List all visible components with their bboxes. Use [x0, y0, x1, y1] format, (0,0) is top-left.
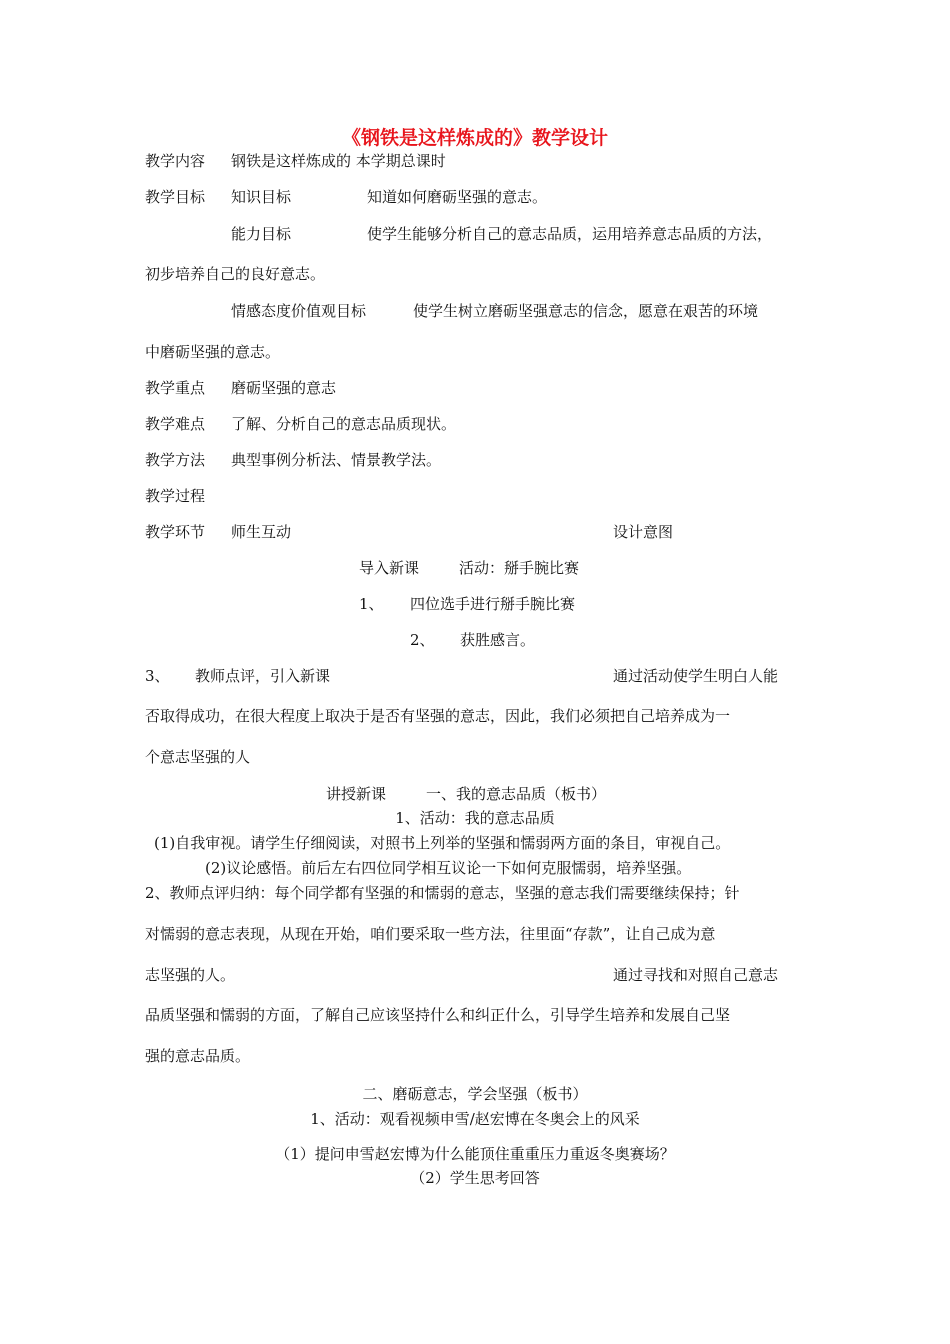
process-label: 教学过程	[145, 487, 206, 505]
knowledge-label: 知识目标	[231, 188, 292, 206]
interaction-label: 师生互动	[231, 523, 292, 541]
lecture-item2: (2)议论感悟。前后左右四位同学相互议论一下如何克服懦弱，培养坚强。	[205, 859, 692, 877]
key-value: 磨砺坚强的意志	[231, 379, 337, 397]
intro-activity: 活动：掰手腕比赛	[459, 559, 580, 577]
intro-heading: 导入新课	[359, 559, 420, 577]
part2-heading: 二、磨砺意志，学会坚强（板书）	[362, 1085, 588, 1103]
part2-question1: （1）提问申雪赵宏博为什么能顶住重重压力重返冬奥赛场？	[275, 1145, 675, 1163]
lecture-summary-cont: 对懦弱的意志表现，从现在开始，咱们要采取一些方法，往里面“存款”，让自己成为意	[145, 925, 716, 943]
method-value: 典型事例分析法、情景教学法。	[231, 451, 442, 469]
lecture-activity: 1、活动：我的意志品质	[395, 809, 555, 827]
intro-intent-end: 个意志坚强的人	[145, 748, 251, 766]
ability-text-cont: 初步培养自己的良好意志。	[145, 265, 326, 283]
intro-step1-num: 1、	[359, 595, 384, 613]
intro-step1-text: 四位选手进行掰手腕比赛	[410, 595, 576, 613]
intro-intent: 通过活动使学生明白人能	[613, 667, 779, 685]
knowledge-text: 知道如何磨砺坚强的意志。	[367, 188, 548, 206]
lecture-summary: 2、教师点评归纳：每个同学都有坚强的和懦弱的意志，坚强的意志我们需要继续保持；针	[145, 884, 740, 902]
part2-question2: （2）学生思考回答	[410, 1169, 540, 1187]
intro-step3-text: 教师点评，引入新课	[195, 667, 331, 685]
intro-step2-num: 2、	[410, 631, 435, 649]
lecture-intent-cont: 品质坚强和懦弱的方面，了解自己应该坚持什么和纠正什么，引导学生培养和发展自己坚	[145, 1006, 731, 1024]
difficulty-label: 教学难点	[145, 415, 206, 433]
emotion-text: 使学生树立磨砺坚强意志的信念，愿意在艰苦的环境	[413, 302, 759, 320]
emotion-label: 情感态度价值观目标	[231, 302, 367, 320]
part2-activity: 1、活动：观看视频申雪/赵宏博在冬奥会上的风采	[310, 1110, 640, 1128]
lecture-section-title: 一、我的意志品质（板书）	[426, 785, 607, 803]
content-value: 钢铁是这样炼成的 本学期总课时	[231, 152, 446, 170]
lecture-item1: (1)自我审视。请学生仔细阅读，对照书上列举的坚强和懦弱两方面的条目，审视自己。	[154, 834, 731, 852]
lecture-heading: 讲授新课	[326, 785, 387, 803]
difficulty-value: 了解、分析自己的意志品质现状。	[231, 415, 457, 433]
key-label: 教学重点	[145, 379, 206, 397]
ability-text: 使学生能够分析自己的意志品质，运用培养意志品质的方法，	[367, 225, 773, 243]
lecture-intent: 通过寻找和对照自己意志	[613, 966, 779, 984]
lecture-intent-end: 强的意志品质。	[145, 1047, 251, 1065]
document-title: 《钢铁是这样炼成的》教学设计	[341, 127, 608, 149]
goal-label: 教学目标	[145, 188, 206, 206]
emotion-text-cont: 中磨砺坚强的意志。	[145, 343, 281, 361]
intro-step2-text: 获胜感言。	[460, 631, 536, 649]
intro-intent-cont: 否取得成功，在很大程度上取决于是否有坚强的意志，因此，我们必须把自己培养成为一	[145, 707, 731, 725]
intro-step3-num: 3、	[145, 667, 170, 685]
intent-label: 设计意图	[613, 523, 674, 541]
lecture-summary-end: 志坚强的人。	[145, 966, 236, 984]
content-label: 教学内容	[145, 152, 206, 170]
ability-label: 能力目标	[231, 225, 292, 243]
stage-label: 教学环节	[145, 523, 206, 541]
method-label: 教学方法	[145, 451, 206, 469]
